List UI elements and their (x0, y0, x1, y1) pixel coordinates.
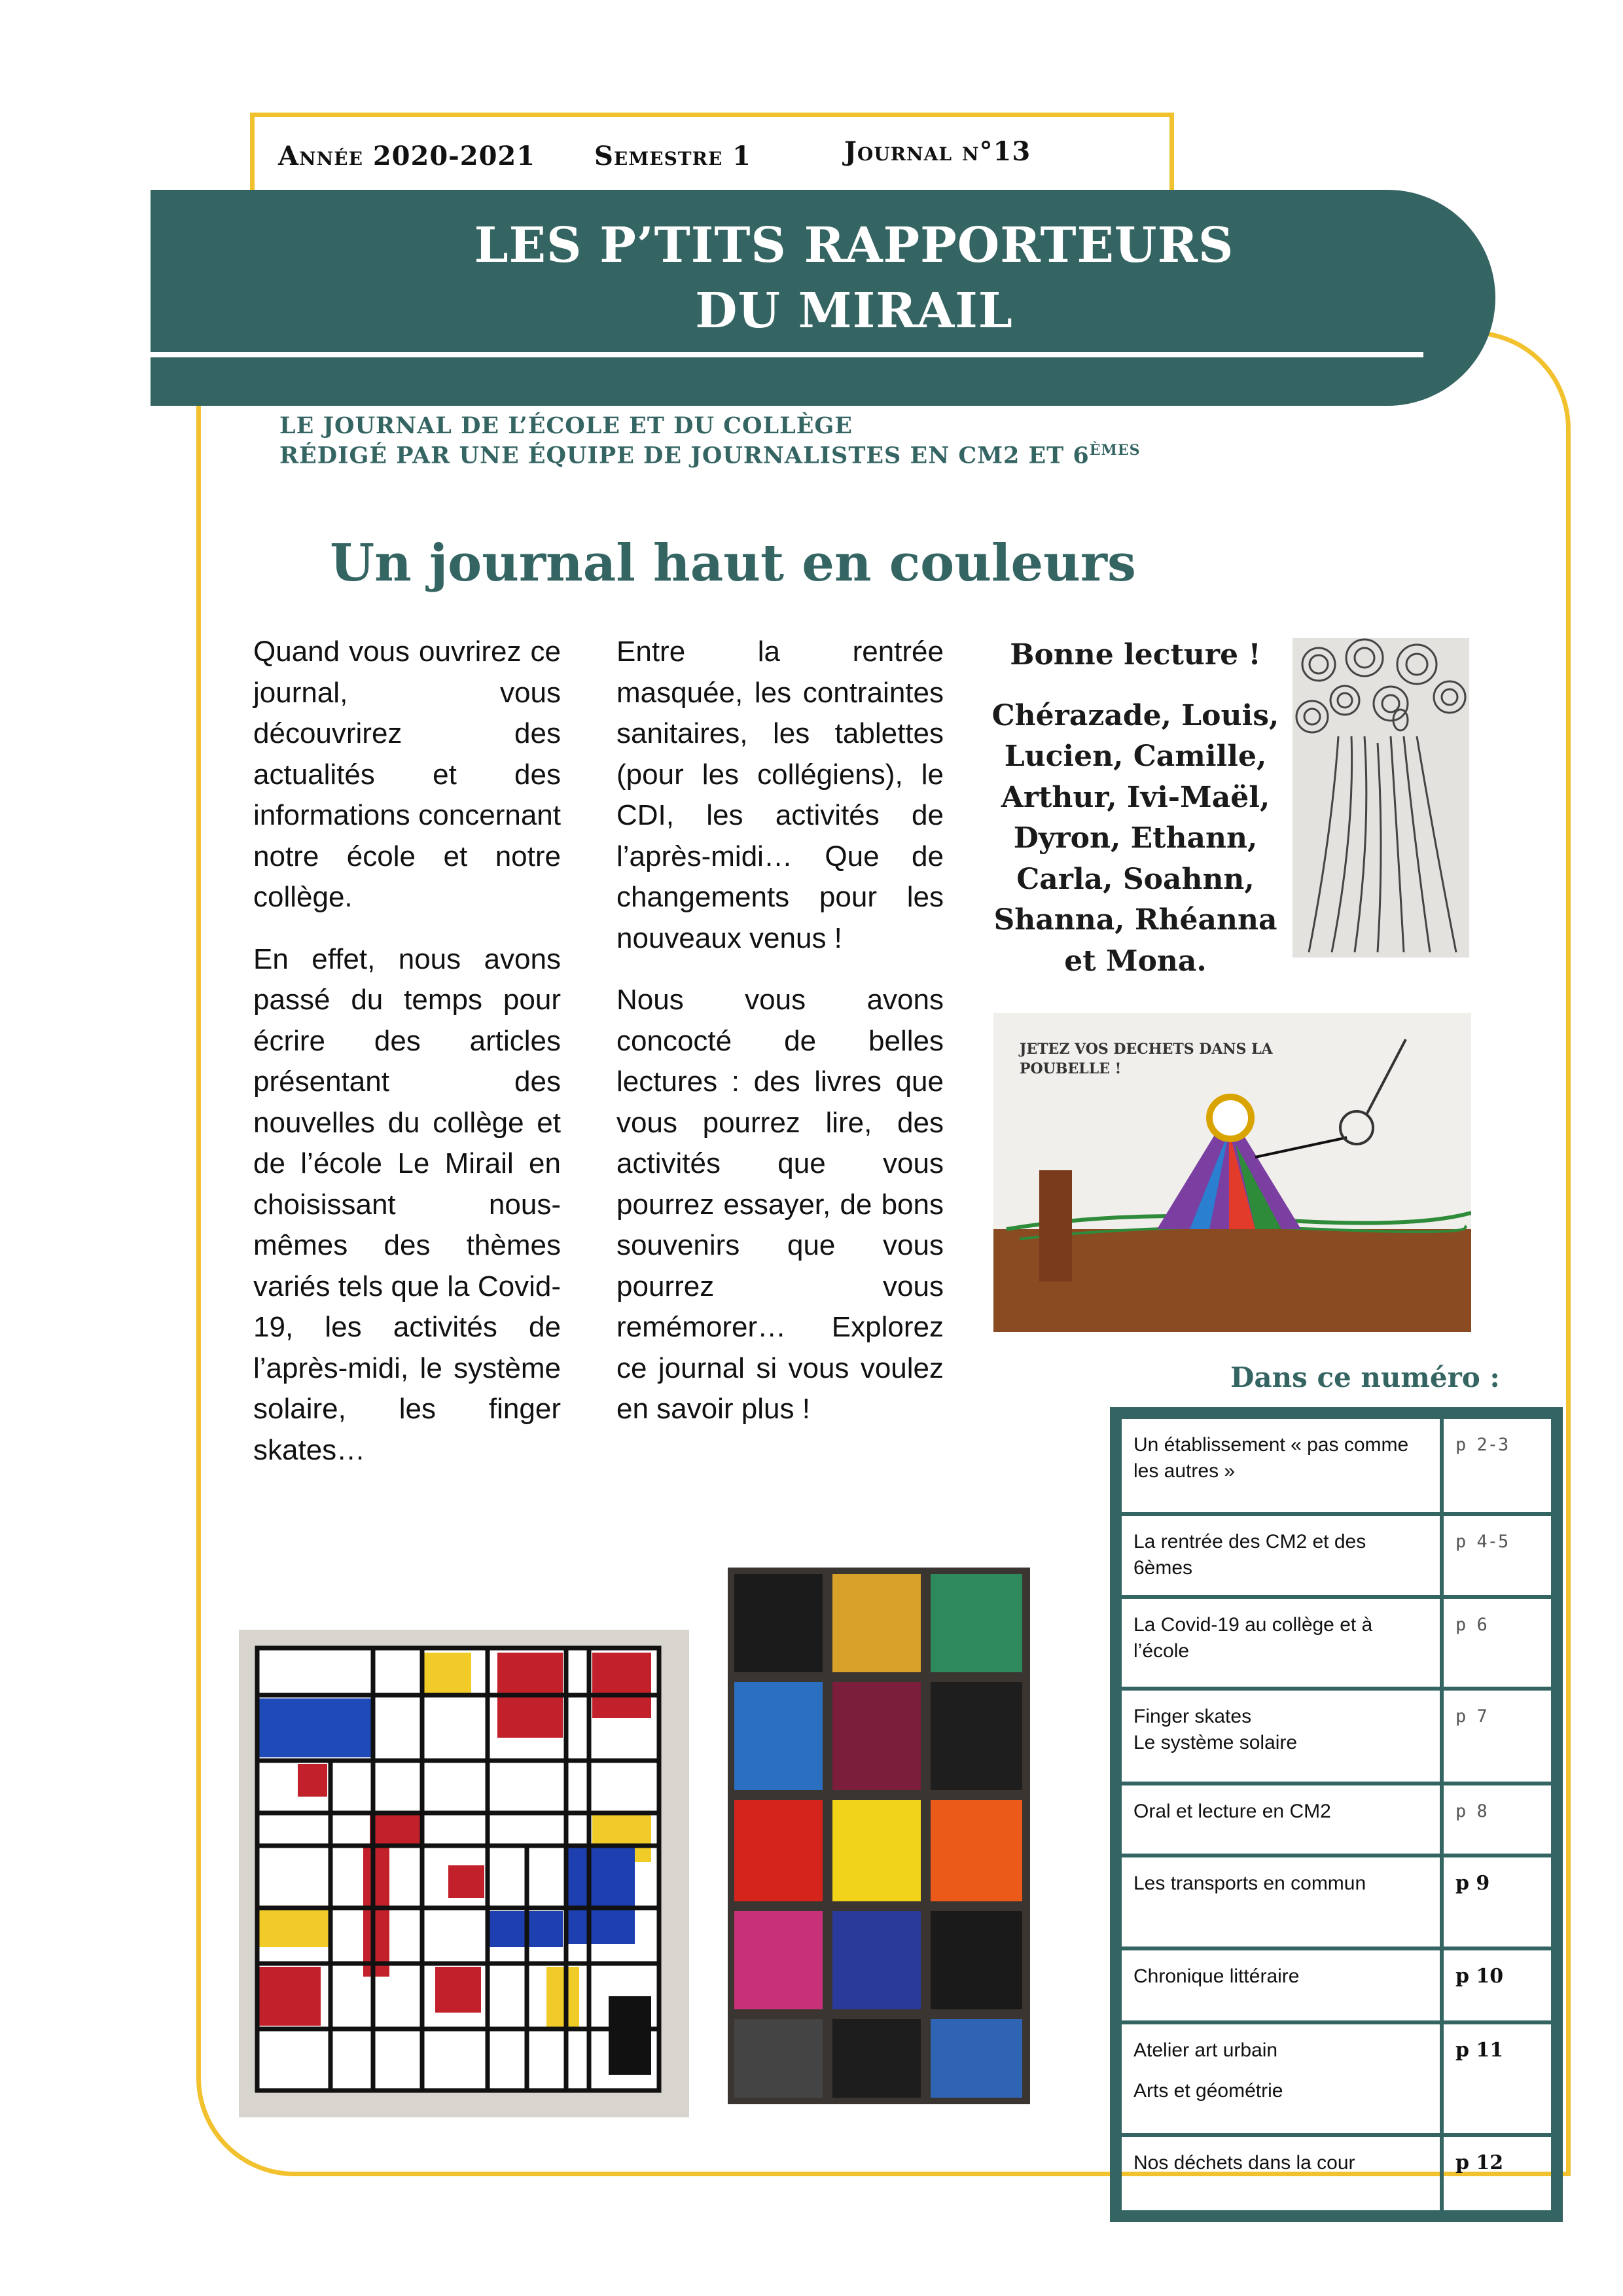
waste-drawing-svg (993, 1013, 1471, 1332)
toc-entry-page: p 10 (1442, 1948, 1553, 2022)
paint-palette-image (728, 1568, 1030, 2104)
toc-entry-page: p 11 (1442, 2022, 1553, 2135)
toc-row[interactable] (1120, 1689, 1553, 1784)
mondrian-painting-image (239, 1630, 689, 2117)
toc-row[interactable] (1120, 1784, 1553, 1856)
semester-label: Semestre 1 (594, 141, 751, 171)
toc-entry-page: p 6 (1442, 1597, 1553, 1689)
greeting: Bonne lecture ! (1010, 638, 1261, 672)
journal-title-line1: LES P’TITS RAPPORTEURS (474, 217, 1234, 274)
drawing-caption-line1: JETEZ VOS DECHETS DANS LA (1020, 1041, 1273, 1058)
toc-title: Dans ce numéro : (1230, 1361, 1500, 1393)
toc-entry-label-line1: Finger skates (1133, 1705, 1252, 1727)
toc-entry-label: Oral et lecture en CM2 (1120, 1784, 1442, 1856)
toc-entry-page: p 8 (1442, 1784, 1553, 1856)
toc-table (1118, 1415, 1555, 2214)
subtitle-sup: ÈMES (1089, 442, 1141, 459)
toc-entry-label: La Covid-19 au collège et à l’école (1120, 1597, 1442, 1689)
toc-row[interactable] (1120, 1856, 1553, 1948)
toc-entry-label (1120, 2022, 1442, 2135)
toc-row[interactable] (1120, 1417, 1553, 1514)
toc-row[interactable] (1120, 2135, 1553, 2212)
toc-entry-label: Chronique littéraire (1120, 1948, 1442, 2022)
toc-entry-page: p 2-3 (1442, 1417, 1553, 1514)
toc-entry-page: p 12 (1442, 2135, 1553, 2212)
paragraph: Quand vous ouvrirez ce journal, vous découvrirez des actualités et des informations concernant notre école et notre collège. (253, 636, 561, 913)
toc-entry-page: p 7 (1442, 1689, 1553, 1784)
paragraph: Nous vous avons concocté de belles lectures : des livres que vous pourrez lire, des activités que vous pourrez essayer, de bons souvenirs que vous pourrez vous remémorer… Explorez ce journal si vous voulez en savoir plus ! (616, 984, 944, 1425)
subtitle-line2: RÉDIGÉ PAR UNE ÉQUIPE DE JOURNALISTES EN CM2 ET 6ÈMES (279, 442, 1141, 469)
journal-title-line2: DU MIRAIL (695, 283, 1013, 339)
toc-entry-label-line2: Arts et géométrie (1133, 2079, 1283, 2102)
table-of-contents (1110, 1407, 1563, 2222)
toc-entry-label-line1: Atelier art urbain (1133, 2039, 1278, 2061)
toc-entry-label (1120, 1689, 1442, 1784)
subtitle-line1: LE JOURNAL DE L’ÉCOLE ET DU COLLÈGE (279, 412, 853, 439)
article-headline: Un journal haut en couleurs (330, 533, 1136, 593)
toc-entry-label: Un établissement « pas comme les autres » (1120, 1417, 1442, 1514)
toc-row[interactable] (1120, 1948, 1553, 2022)
toc-row[interactable] (1120, 1597, 1553, 1689)
toc-entry-label: Nos déchets dans la cour (1120, 2135, 1442, 2212)
mondrian-painting-svg (239, 1630, 689, 2117)
toc-entry-label: Les transports en commun (1120, 1856, 1442, 1948)
journal-title (151, 213, 1558, 344)
toc-row[interactable] (1120, 1514, 1553, 1597)
credits (978, 635, 1293, 982)
author-list: Chérazade, Louis, Lucien, Camille, Arthur, Ivi-Maël, Dyron, Ethann, Carla, Soahnn, Shanna, Rhéanna et Mona. (991, 698, 1279, 978)
article-column-1 (253, 632, 561, 1492)
article-column-2 (616, 632, 944, 1451)
toc-row[interactable] (1120, 2022, 1553, 2135)
toc-entry-page: p 9 (1442, 1856, 1553, 1948)
toc-entry-page: p 4-5 (1442, 1514, 1553, 1597)
banner-rule (151, 352, 1423, 357)
paint-palette-svg (728, 1568, 1030, 2104)
paragraph: En effet, nous avons passé du temps pour écrire des articles présentant des nouvelles du collège et de l’école Le Mirail en choisissant nous-mêmes des thèmes variés tels que la Covid-19, les activités de l’après-midi, le système solaire, les finger skates… (253, 942, 561, 1466)
toc-entry-label: La rentrée des CM2 et des 6èmes (1120, 1514, 1442, 1597)
toc-entry-label-line2: Le système solaire (1133, 1731, 1298, 1753)
year-label: Année 2020-2021 (278, 141, 536, 171)
drawing-caption-line2: POUBELLE ! (1020, 1060, 1122, 1077)
tree-drawing-image (1293, 638, 1469, 958)
tree-drawing-svg (1293, 638, 1469, 958)
issue-label: Journal n°13 (844, 136, 1031, 167)
paragraph: Entre la rentrée masquée, les contraintes sanitaires, les tablettes (pour les collégiens), le CDI, les activités de l’après-midi… Que de changements pour les nouveaux venus ! (616, 636, 944, 954)
waste-drawing-image (993, 1013, 1471, 1332)
